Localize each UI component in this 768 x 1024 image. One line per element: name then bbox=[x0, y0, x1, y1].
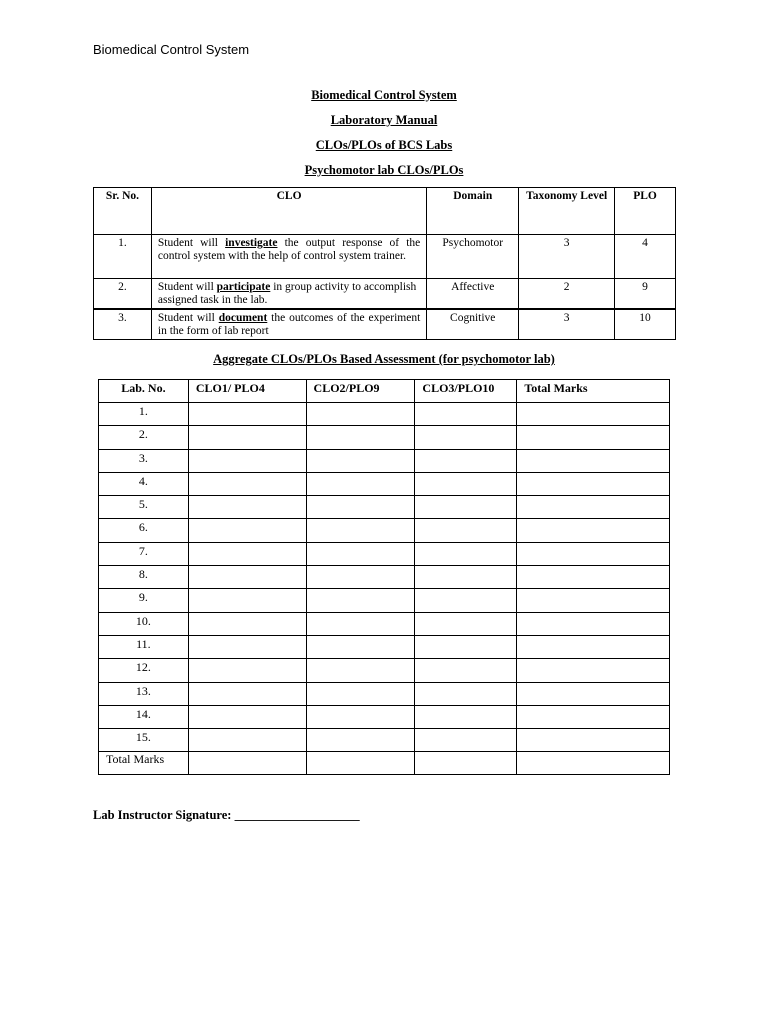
total-marks-cell[interactable] bbox=[517, 635, 670, 658]
clo3-cell[interactable] bbox=[415, 659, 517, 682]
clo2-cell[interactable] bbox=[306, 426, 415, 449]
clo3-cell[interactable] bbox=[415, 612, 517, 635]
clo2-cell[interactable] bbox=[306, 705, 415, 728]
aggregate-body bbox=[99, 403, 670, 775]
clo1-cell[interactable] bbox=[188, 635, 306, 658]
clo-text-pre: Student will bbox=[157, 312, 219, 324]
clo-taxonomy-level: 2 bbox=[519, 279, 615, 310]
clo1-cell[interactable] bbox=[188, 542, 306, 565]
lab-number: 10. bbox=[99, 612, 189, 635]
clo-text-pre: Student will bbox=[157, 237, 226, 249]
clo-text-post: the outcomes of the experiment in the form of lab report bbox=[157, 312, 421, 337]
clo2-cell[interactable] bbox=[306, 519, 415, 542]
lab-row bbox=[99, 635, 670, 658]
clo2-total-cell[interactable] bbox=[306, 752, 415, 774]
clo3-cell[interactable] bbox=[415, 426, 517, 449]
clo1-cell[interactable] bbox=[188, 449, 306, 472]
signature-line: ____________________ bbox=[234, 808, 360, 822]
clo-description bbox=[151, 309, 426, 340]
header-domain: Domain bbox=[427, 188, 519, 235]
clo-domain: Affective bbox=[427, 279, 519, 310]
instructor-signature bbox=[93, 808, 360, 823]
lab-number: 4. bbox=[99, 472, 189, 495]
grand-total-cell[interactable] bbox=[517, 752, 670, 774]
total-marks-cell[interactable] bbox=[517, 403, 670, 426]
total-marks-cell[interactable] bbox=[517, 659, 670, 682]
total-marks-cell[interactable] bbox=[517, 496, 670, 519]
total-marks-label: Total Marks bbox=[99, 752, 189, 774]
clo3-cell[interactable] bbox=[415, 635, 517, 658]
clo3-cell[interactable] bbox=[415, 705, 517, 728]
clo2-cell[interactable] bbox=[306, 729, 415, 752]
clo2-cell[interactable] bbox=[306, 635, 415, 658]
clo2-cell[interactable] bbox=[306, 496, 415, 519]
lab-number: 9. bbox=[99, 589, 189, 612]
clo3-cell[interactable] bbox=[415, 519, 517, 542]
aggregate-table bbox=[98, 379, 670, 775]
clo1-cell[interactable] bbox=[188, 682, 306, 705]
header-taxonomy-level: Taxonomy Level bbox=[519, 188, 615, 235]
lab-number: 3. bbox=[99, 449, 189, 472]
lab-row bbox=[99, 449, 670, 472]
clo-description bbox=[151, 235, 426, 279]
clo1-cell[interactable] bbox=[188, 566, 306, 589]
clo3-cell[interactable] bbox=[415, 496, 517, 519]
lab-number: 5. bbox=[99, 496, 189, 519]
clo-taxonomy-level: 3 bbox=[519, 309, 615, 340]
psychomotor-title: Psychomotor lab CLOs/PLOs bbox=[304, 163, 464, 177]
lab-number: 13. bbox=[99, 682, 189, 705]
total-marks-cell[interactable] bbox=[517, 519, 670, 542]
aggregate-header-row bbox=[99, 380, 670, 403]
header-clo1-plo4: CLO1/ PLO4 bbox=[188, 380, 306, 403]
total-marks-cell[interactable] bbox=[517, 542, 670, 565]
total-marks-cell[interactable] bbox=[517, 729, 670, 752]
lab-number: 7. bbox=[99, 542, 189, 565]
clo-sr: 3. bbox=[94, 309, 152, 340]
lab-row bbox=[99, 426, 670, 449]
total-marks-cell[interactable] bbox=[517, 426, 670, 449]
lab-row bbox=[99, 729, 670, 752]
clo1-cell[interactable] bbox=[188, 519, 306, 542]
clo3-cell[interactable] bbox=[415, 542, 517, 565]
lab-number: 14. bbox=[99, 705, 189, 728]
clo-verb: investigate bbox=[225, 237, 278, 249]
lab-row bbox=[99, 519, 670, 542]
lab-row bbox=[99, 612, 670, 635]
clo1-cell[interactable] bbox=[188, 705, 306, 728]
clo3-total-cell[interactable] bbox=[415, 752, 517, 774]
clo1-cell[interactable] bbox=[188, 729, 306, 752]
clo-table-header-row bbox=[94, 188, 676, 235]
lab-row bbox=[99, 705, 670, 728]
total-marks-cell[interactable] bbox=[517, 682, 670, 705]
total-marks-cell[interactable] bbox=[517, 589, 670, 612]
clo1-cell[interactable] bbox=[188, 659, 306, 682]
clo1-cell[interactable] bbox=[188, 496, 306, 519]
lab-number: 2. bbox=[99, 426, 189, 449]
course-title: Biomedical Control System bbox=[311, 88, 457, 102]
clo1-cell[interactable] bbox=[188, 426, 306, 449]
clo2-cell[interactable] bbox=[306, 682, 415, 705]
lab-row bbox=[99, 659, 670, 682]
lab-row bbox=[99, 589, 670, 612]
lab-number: 6. bbox=[99, 519, 189, 542]
clo3-cell[interactable] bbox=[415, 589, 517, 612]
lab-row bbox=[99, 566, 670, 589]
clo3-cell[interactable] bbox=[415, 472, 517, 495]
clo3-cell[interactable] bbox=[415, 566, 517, 589]
lab-row bbox=[99, 403, 670, 426]
total-marks-row bbox=[99, 752, 670, 774]
clo-table bbox=[93, 187, 676, 340]
clo-description bbox=[151, 279, 426, 310]
clo2-cell[interactable] bbox=[306, 659, 415, 682]
header-clo: CLO bbox=[151, 188, 426, 235]
clo-domain: Cognitive bbox=[427, 309, 519, 340]
clo1-total-cell[interactable] bbox=[188, 752, 306, 774]
clo-text-pre: Student will bbox=[157, 281, 217, 293]
clo3-cell[interactable] bbox=[415, 729, 517, 752]
lab-row bbox=[99, 682, 670, 705]
clo-text-post: the output response of the control system with the help of control system trainer. bbox=[157, 237, 421, 262]
lab-row bbox=[99, 496, 670, 519]
header-plo: PLO bbox=[615, 188, 676, 235]
lab-number: 15. bbox=[99, 729, 189, 752]
clo-sr: 1. bbox=[94, 235, 152, 279]
clo-verb: participate bbox=[216, 281, 271, 293]
lab-number: 12. bbox=[99, 659, 189, 682]
lab-row bbox=[99, 472, 670, 495]
clo2-cell[interactable] bbox=[306, 542, 415, 565]
clo2-cell[interactable] bbox=[306, 472, 415, 495]
header-clo2-plo9: CLO2/PLO9 bbox=[306, 380, 415, 403]
clo-plo: 10 bbox=[615, 309, 676, 340]
clo3-cell[interactable] bbox=[415, 403, 517, 426]
header-sr-no: Sr. No. bbox=[94, 188, 152, 235]
clo2-cell[interactable] bbox=[306, 566, 415, 589]
clo3-cell[interactable] bbox=[415, 449, 517, 472]
page-header: Biomedical Control System bbox=[93, 42, 250, 57]
total-marks-cell[interactable] bbox=[517, 449, 670, 472]
signature-label: Lab Instructor Signature: bbox=[93, 808, 232, 822]
clo-plo: 4 bbox=[615, 235, 676, 279]
clo-text-post: in group activity to accomplish assigned task in the lab. bbox=[157, 281, 417, 306]
clo-row bbox=[94, 309, 676, 340]
clo2-cell[interactable] bbox=[306, 589, 415, 612]
clo3-cell[interactable] bbox=[415, 682, 517, 705]
clo2-cell[interactable] bbox=[306, 612, 415, 635]
clo-sr: 2. bbox=[94, 279, 152, 310]
aggregate-title: Aggregate CLOs/PLOs Based Assessment (for psychomotor lab) bbox=[213, 352, 555, 366]
clo-row bbox=[94, 279, 676, 310]
clo2-cell[interactable] bbox=[306, 449, 415, 472]
lab-row bbox=[99, 542, 670, 565]
clo1-cell[interactable] bbox=[188, 472, 306, 495]
header-lab-no: Lab. No. bbox=[99, 380, 189, 403]
clo-taxonomy-level: 3 bbox=[519, 235, 615, 279]
lab-number: 8. bbox=[99, 566, 189, 589]
lab-number: 11. bbox=[99, 635, 189, 658]
clo1-cell[interactable] bbox=[188, 589, 306, 612]
manual-title: Laboratory Manual bbox=[330, 113, 438, 127]
total-marks-cell[interactable] bbox=[517, 472, 670, 495]
clos-plos-title: CLOs/PLOs of BCS Labs bbox=[315, 138, 453, 152]
total-marks-cell[interactable] bbox=[517, 705, 670, 728]
clo1-cell[interactable] bbox=[188, 612, 306, 635]
clo-verb: document bbox=[218, 312, 268, 324]
lab-number: 1. bbox=[99, 403, 189, 426]
clo-domain: Psychomotor bbox=[427, 235, 519, 279]
clo1-cell[interactable] bbox=[188, 403, 306, 426]
clo-plo: 9 bbox=[615, 279, 676, 310]
total-marks-cell[interactable] bbox=[517, 612, 670, 635]
clo2-cell[interactable] bbox=[306, 403, 415, 426]
clo-row bbox=[94, 235, 676, 279]
header-clo3-plo10: CLO3/PLO10 bbox=[415, 380, 517, 403]
header-total-marks: Total Marks bbox=[517, 380, 670, 403]
total-marks-cell[interactable] bbox=[517, 566, 670, 589]
